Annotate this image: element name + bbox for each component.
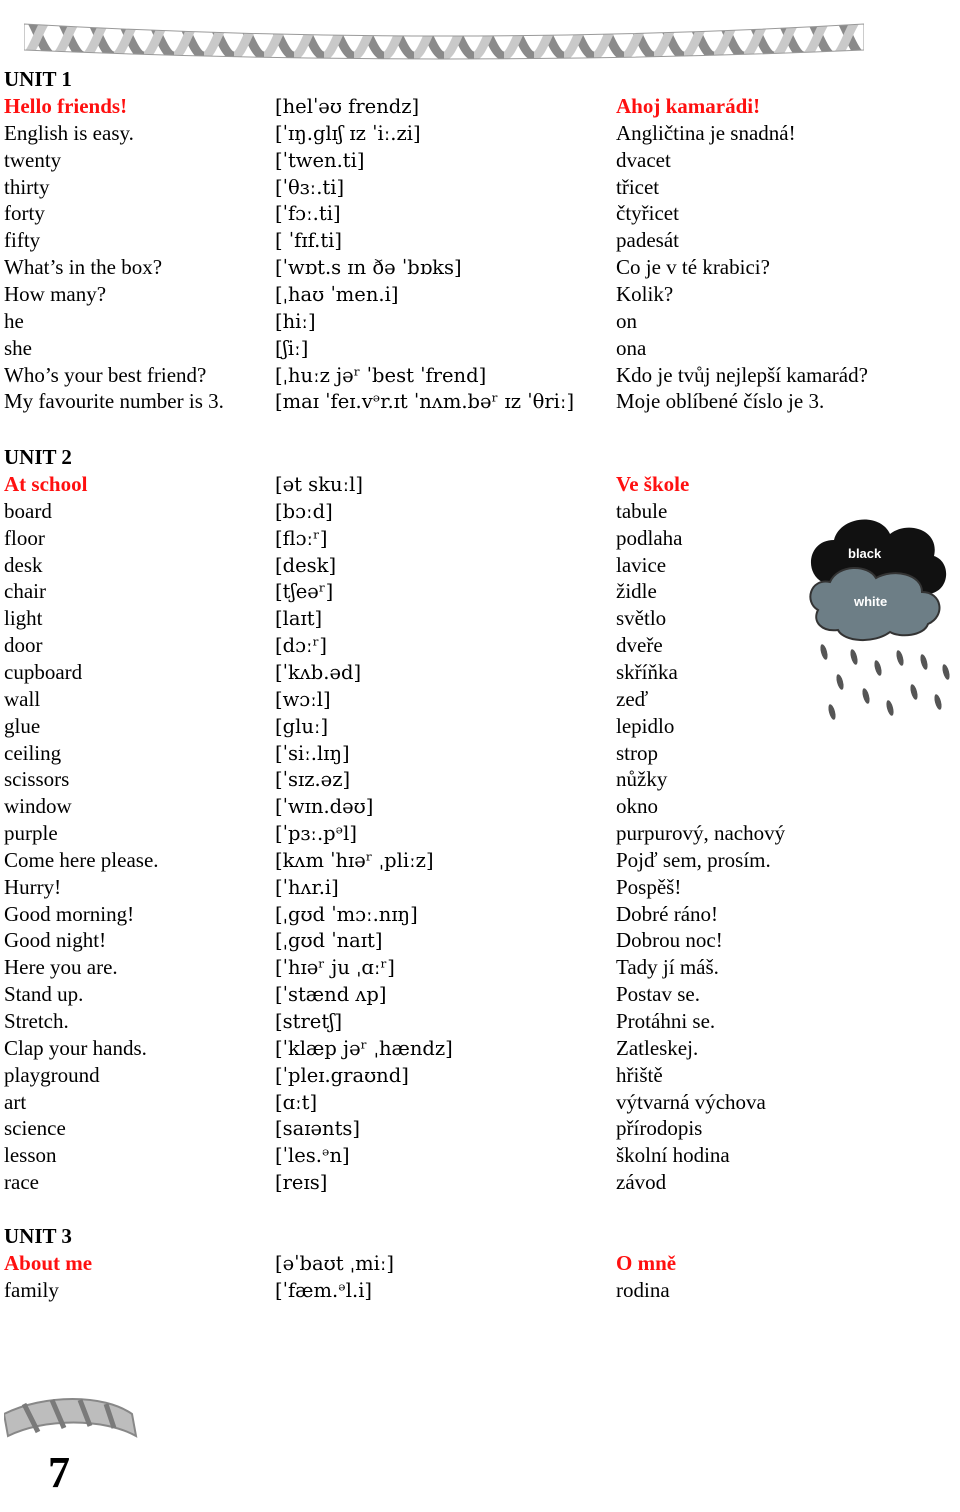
ipa-transcription: [ˈθɜː.ti]: [275, 175, 345, 199]
czech-translation: přírodopis: [616, 1116, 703, 1141]
vocab-row: [0, 820, 960, 847]
vocab-row: [0, 954, 960, 981]
czech-translation: Ahoj kamarádi!: [616, 94, 761, 118]
english-term: art: [4, 1089, 27, 1114]
ipa-transcription: [ˈstænd ʌp]: [275, 983, 387, 1007]
czech-translation: podlaha: [616, 525, 683, 550]
czech-translation: padesát: [616, 228, 679, 253]
english-term: Clap your hands.: [4, 1035, 147, 1060]
page-number: 7: [48, 1448, 70, 1497]
english-term: door: [4, 633, 43, 658]
vocab-row: [0, 1169, 960, 1196]
czech-translation: čtyřicet: [616, 201, 679, 226]
ipa-transcription: [ˈles.ᵊn]: [275, 1144, 350, 1168]
ipa-transcription: [ˈɪŋ.glɪʃ ɪz ˈiː.zi]: [275, 121, 421, 145]
ipa-transcription: [flɔːʳ]: [275, 526, 328, 550]
vocab-row: [0, 1062, 960, 1089]
english-term: English is easy.: [4, 120, 134, 145]
czech-translation: Tady jí máš.: [616, 955, 719, 980]
vocab-row: [0, 901, 960, 928]
ipa-transcription: [ ˈfɪf.ti]: [275, 229, 343, 253]
vocab-row: [0, 388, 960, 415]
unit-title-row: [0, 1250, 960, 1277]
czech-translation: židle: [616, 579, 657, 604]
english-term: What’s in the box?: [4, 255, 163, 280]
rope-border-top: [24, 4, 864, 66]
english-term: lesson: [4, 1143, 57, 1168]
english-term: chair: [4, 579, 46, 604]
ipa-transcription: [ˌhuːz jəʳ ˈbest ˈfrend]: [275, 363, 487, 387]
english-term: ceiling: [4, 740, 62, 765]
ipa-transcription: [wɔːl]: [275, 687, 331, 711]
english-term: cupboard: [4, 659, 83, 684]
ipa-transcription: [ˈsiː.lɪŋ]: [275, 741, 350, 765]
english-term: Here you are.: [4, 955, 118, 980]
ipa-transcription: [kʌm ˈhɪəʳ ˌpliːz]: [275, 848, 434, 872]
unit-heading: UNIT 2: [4, 445, 72, 469]
cloud-label-black: black: [848, 546, 882, 561]
ipa-transcription: [ˈklæp jəʳ ˌhændz]: [275, 1036, 453, 1060]
czech-translation: Dobré ráno!: [616, 901, 719, 926]
czech-translation: okno: [616, 794, 658, 819]
unit-title-row: [0, 93, 960, 120]
vocab-row: [0, 227, 960, 254]
czech-translation: strop: [616, 740, 658, 765]
english-term: fifty: [4, 228, 41, 253]
vocab-row: [0, 174, 960, 201]
english-term: About me: [4, 1251, 93, 1275]
english-term: Come here please.: [4, 847, 159, 872]
english-term: Who’s your best friend?: [4, 362, 207, 387]
czech-translation: Protáhni se.: [616, 1009, 716, 1033]
ipa-transcription: [ˈpleɪ.graʊnd]: [275, 1063, 409, 1087]
vocab-row: [0, 147, 960, 174]
czech-translation: Zatleskej.: [616, 1035, 699, 1060]
english-term: light: [4, 606, 43, 631]
english-term: My favourite number is 3.: [4, 389, 224, 414]
czech-translation: Ve škole: [616, 472, 690, 496]
unit-title-row: [0, 471, 960, 498]
czech-translation: Co je v té krabici?: [616, 255, 770, 280]
english-term: Good night!: [4, 928, 107, 953]
czech-translation: Dobrou noc!: [616, 928, 723, 953]
ipa-transcription: [ˌgʊd ˈmɔː.nɪŋ]: [275, 902, 418, 926]
vocab-row: [0, 120, 960, 147]
ipa-transcription: [saɪənts]: [275, 1117, 361, 1141]
ipa-transcription: [desk]: [275, 553, 337, 577]
ipa-transcription: [maɪ ˈfeɪ.vᵊr.ɪt ˈnʌm.bəʳ ɪz ˈθriː]: [275, 390, 575, 414]
english-term: board: [4, 498, 52, 523]
raindrops: [819, 643, 951, 720]
ipa-transcription: [laɪt]: [275, 607, 323, 631]
ipa-transcription: [ˈhʌr.i]: [275, 875, 339, 899]
czech-translation: výtvarná výchova: [616, 1089, 766, 1114]
ipa-transcription: [ˈwɒt.s ɪn ðə ˈbɒks]: [275, 256, 462, 280]
ipa-transcription: [ˈsɪz.əz]: [275, 768, 351, 792]
ipa-transcription: [ˌgʊd ˈnaɪt]: [275, 929, 383, 953]
vocab-row: [0, 335, 960, 362]
czech-translation: skříňka: [616, 659, 678, 684]
czech-translation: Angličtina je snadná!: [616, 120, 796, 145]
czech-translation: ona: [616, 335, 647, 360]
english-term: race: [4, 1170, 39, 1195]
vocab-row: [0, 1035, 960, 1062]
english-term: twenty: [4, 147, 62, 172]
vocab-row: [0, 927, 960, 954]
english-term: Hello friends!: [4, 94, 128, 118]
czech-translation: hřiště: [616, 1062, 663, 1087]
czech-translation: Kdo je tvůj nejlepší kamarád?: [616, 362, 868, 387]
english-term: science: [4, 1116, 66, 1141]
ipa-transcription: [ʃiː]: [275, 336, 309, 360]
czech-translation: školní hodina: [616, 1143, 730, 1168]
vocab-row: [0, 766, 960, 793]
ipa-transcription: [bɔːd]: [275, 499, 333, 523]
english-term: Stand up.: [4, 982, 84, 1007]
rope-border-bottom: [4, 1384, 140, 1508]
czech-translation: závod: [616, 1170, 667, 1195]
english-term: Stretch.: [4, 1009, 69, 1033]
english-term: Good morning!: [4, 901, 135, 926]
czech-translation: lepidlo: [616, 713, 675, 738]
vocab-row: [0, 847, 960, 874]
vocab-row: [0, 1089, 960, 1116]
english-term: purple: [4, 821, 58, 846]
vocab-row: [0, 1115, 960, 1142]
czech-translation: purpurový, nachový: [616, 821, 786, 846]
vocab-row: [0, 1277, 960, 1304]
vocab-row: [0, 281, 960, 308]
vocab-row: [0, 1142, 960, 1169]
ipa-transcription: [gluː]: [275, 714, 329, 738]
english-term: playground: [4, 1062, 100, 1087]
vocab-row: [0, 874, 960, 901]
ipa-transcription: [reɪs]: [275, 1171, 328, 1195]
ipa-transcription: [ˌhaʊ ˈmen.i]: [275, 282, 399, 306]
english-term: window: [4, 794, 72, 819]
ipa-transcription: [ˈfæm.ᵊl.i]: [275, 1278, 373, 1302]
english-term: he: [4, 308, 24, 333]
cloud-label-white: white: [854, 594, 888, 609]
english-term: she: [4, 335, 32, 360]
czech-translation: třicet: [616, 174, 660, 199]
rain-cloud-illustration: [804, 512, 954, 724]
unit-heading: UNIT 3: [4, 1224, 72, 1248]
vocab-row: [0, 981, 960, 1008]
english-term: scissors: [4, 767, 70, 792]
ipa-transcription: [dɔːʳ]: [275, 634, 327, 658]
ipa-transcription: [tʃeəʳ]: [275, 580, 334, 604]
czech-translation: Moje oblíbené číslo je 3.: [616, 389, 825, 414]
czech-translation: zeď: [616, 686, 649, 711]
ipa-transcription: [ˈwɪn.dəʊ]: [275, 795, 374, 819]
vocab-row: [0, 200, 960, 227]
unit-heading: UNIT 1: [4, 67, 72, 91]
vocab-row: [0, 362, 960, 389]
ipa-transcription: [ɑːt]: [275, 1090, 318, 1114]
czech-translation: rodina: [616, 1277, 670, 1302]
english-term: How many?: [4, 281, 107, 306]
vocab-row: [0, 1008, 960, 1035]
ipa-transcription: [ˈtwen.ti]: [275, 148, 365, 172]
vocab-row: [0, 254, 960, 281]
english-term: wall: [4, 686, 41, 711]
ipa-transcription: [hiː]: [275, 309, 316, 333]
czech-translation: dvacet: [616, 147, 671, 172]
english-term: Hurry!: [4, 874, 62, 899]
vocab-row: [0, 793, 960, 820]
ipa-transcription: [ˈkʌb.əd]: [275, 660, 362, 684]
czech-translation: lavice: [616, 552, 667, 577]
czech-translation: Kolik?: [616, 281, 674, 306]
ipa-transcription: [ˈhɪəʳ ju ˌɑːʳ]: [275, 956, 395, 980]
ipa-transcription: [ˈfɔː.ti]: [275, 202, 341, 226]
czech-translation: on: [616, 308, 637, 333]
english-term: floor: [4, 525, 45, 550]
english-term: family: [4, 1277, 59, 1302]
ipa-transcription: [ət skuːl]: [275, 473, 363, 496]
czech-translation: světlo: [616, 606, 667, 631]
vocab-row: [0, 308, 960, 335]
czech-translation: O mně: [616, 1251, 677, 1275]
english-term: thirty: [4, 174, 50, 199]
ipa-transcription: [stretʃ]: [275, 1010, 343, 1033]
ipa-transcription: [əˈbaʊt ˌmiː]: [275, 1252, 395, 1275]
czech-translation: dveře: [616, 633, 663, 658]
czech-translation: Postav se.: [616, 982, 700, 1007]
ipa-transcription: [helˈəʊ frendz]: [275, 95, 420, 118]
ipa-transcription: [ˈpɜː.pᵊl]: [275, 822, 358, 846]
english-term: At school: [4, 472, 88, 496]
czech-translation: tabule: [616, 498, 668, 523]
english-term: desk: [4, 552, 43, 577]
english-term: forty: [4, 201, 45, 226]
czech-translation: Pospěš!: [616, 874, 682, 899]
czech-translation: nůžky: [616, 767, 668, 792]
czech-translation: Pojď sem, prosím.: [616, 847, 771, 872]
vocab-row: [0, 740, 960, 767]
english-term: glue: [4, 713, 41, 738]
